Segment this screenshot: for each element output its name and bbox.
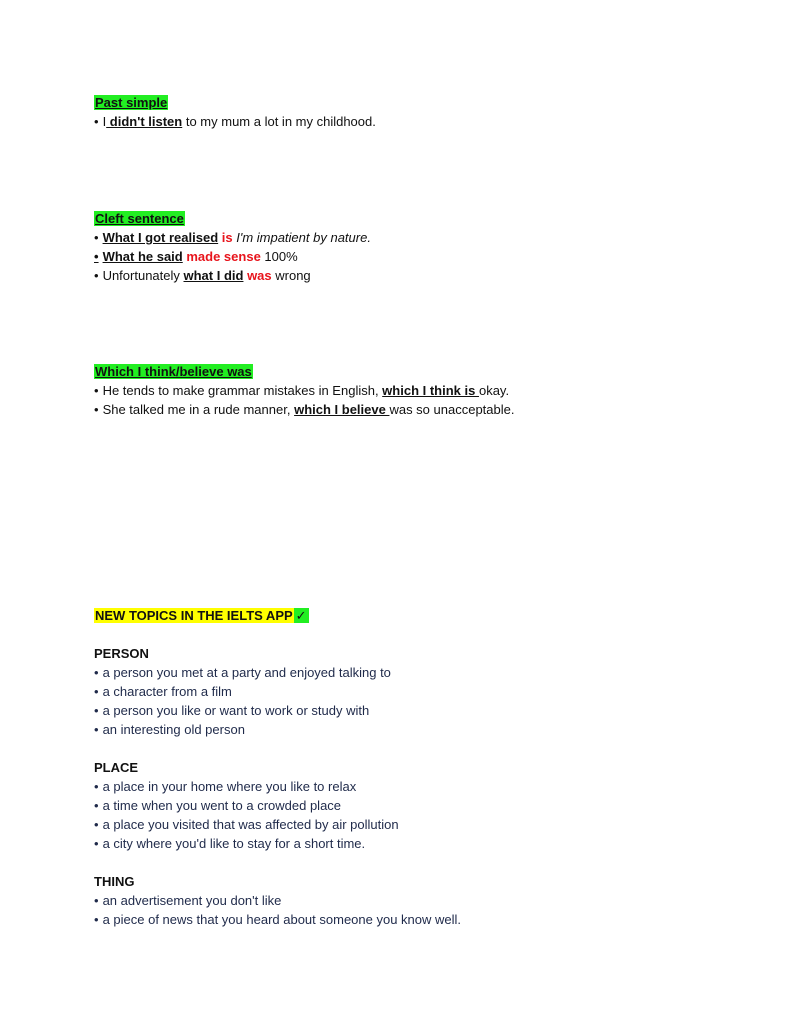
list-item bbox=[94, 682, 391, 701]
bullet: • bbox=[94, 249, 99, 264]
list-item bbox=[94, 796, 399, 815]
thing-section bbox=[94, 872, 461, 929]
which-clause: which I believe bbox=[294, 402, 390, 417]
person-section bbox=[94, 644, 391, 739]
past-simple-example bbox=[94, 112, 376, 131]
topic-text: a place you visited that was affected by air pollution bbox=[102, 817, 399, 832]
list-item bbox=[94, 777, 399, 796]
list-item bbox=[94, 834, 399, 853]
which-main: She talked me in a rude manner, bbox=[102, 402, 295, 417]
bullet: • bbox=[94, 383, 99, 398]
topic-text: a character from a film bbox=[102, 684, 232, 699]
bullet: • bbox=[94, 798, 99, 813]
list-item bbox=[94, 910, 461, 929]
past-simple-heading: Past simple bbox=[95, 95, 168, 110]
place-section bbox=[94, 758, 399, 853]
topic-text: a time when you went to a crowded place bbox=[102, 798, 342, 813]
cleft-clause: What he said bbox=[102, 249, 183, 264]
bullet: • bbox=[94, 836, 99, 851]
example-verb: didn't listen bbox=[106, 114, 183, 129]
bullet: • bbox=[94, 114, 99, 129]
bullet: • bbox=[94, 230, 99, 245]
cleft-section bbox=[94, 209, 371, 285]
cleft-rest: wrong bbox=[271, 268, 311, 283]
which-clause: which I think is bbox=[382, 383, 479, 398]
bullet: • bbox=[94, 722, 99, 737]
topic-text: a piece of news that you heard about someone you know well. bbox=[102, 912, 462, 927]
example-rest: to my mum a lot in my childhood. bbox=[182, 114, 376, 129]
cleft-rest: I'm impatient by nature. bbox=[232, 230, 371, 245]
bullet: • bbox=[94, 665, 99, 680]
which-rest: okay. bbox=[478, 383, 510, 398]
bullet: • bbox=[94, 893, 99, 908]
place-heading: PLACE bbox=[94, 760, 139, 775]
cleft-verb: is bbox=[218, 230, 233, 245]
new-topics-section bbox=[94, 606, 309, 625]
bullet: • bbox=[94, 402, 99, 417]
which-heading: Which I think/believe was bbox=[95, 364, 252, 379]
bullet: • bbox=[94, 268, 99, 283]
cleft-verb: was bbox=[243, 268, 272, 283]
past-simple-section bbox=[94, 93, 376, 131]
new-topics-heading: NEW TOPICS IN THE IELTS APP bbox=[95, 608, 293, 623]
cleft-clause: what I did bbox=[183, 268, 244, 283]
topic-text: an advertisement you don't like bbox=[102, 893, 282, 908]
topic-text: an interesting old person bbox=[102, 722, 245, 737]
example-subject: I bbox=[102, 114, 107, 129]
bullet: • bbox=[94, 912, 99, 927]
thing-heading: THING bbox=[94, 874, 135, 889]
list-item bbox=[94, 720, 391, 739]
person-heading: PERSON bbox=[94, 646, 149, 661]
cleft-intro: Unfortunately bbox=[102, 268, 184, 283]
cleft-heading: Cleft sentence bbox=[95, 211, 184, 226]
which-section bbox=[94, 362, 514, 419]
topic-text: a city where you'd like to stay for a short time. bbox=[102, 836, 366, 851]
check-icon: ✓ bbox=[295, 608, 307, 623]
bullet: • bbox=[94, 703, 99, 718]
list-item bbox=[94, 663, 391, 682]
bullet: • bbox=[94, 684, 99, 699]
topic-text: a person you like or want to work or study with bbox=[102, 703, 370, 718]
topic-text: a person you met at a party and enjoyed talking to bbox=[102, 665, 391, 680]
which-rest: was so unacceptable. bbox=[389, 402, 515, 417]
cleft-example-2 bbox=[94, 247, 371, 266]
bullet: • bbox=[94, 779, 99, 794]
cleft-verb: made sense bbox=[182, 249, 261, 264]
which-example-1 bbox=[94, 381, 514, 400]
cleft-clause: What I got realised bbox=[102, 230, 219, 245]
which-example-2 bbox=[94, 400, 514, 419]
list-item bbox=[94, 701, 391, 720]
cleft-rest: 100% bbox=[260, 249, 298, 264]
topic-text: a place in your home where you like to relax bbox=[102, 779, 357, 794]
list-item bbox=[94, 815, 399, 834]
which-main: He tends to make grammar mistakes in English, bbox=[102, 383, 383, 398]
cleft-example-1 bbox=[94, 228, 371, 247]
list-item bbox=[94, 891, 461, 910]
bullet: • bbox=[94, 817, 99, 832]
cleft-example-3 bbox=[94, 266, 371, 285]
